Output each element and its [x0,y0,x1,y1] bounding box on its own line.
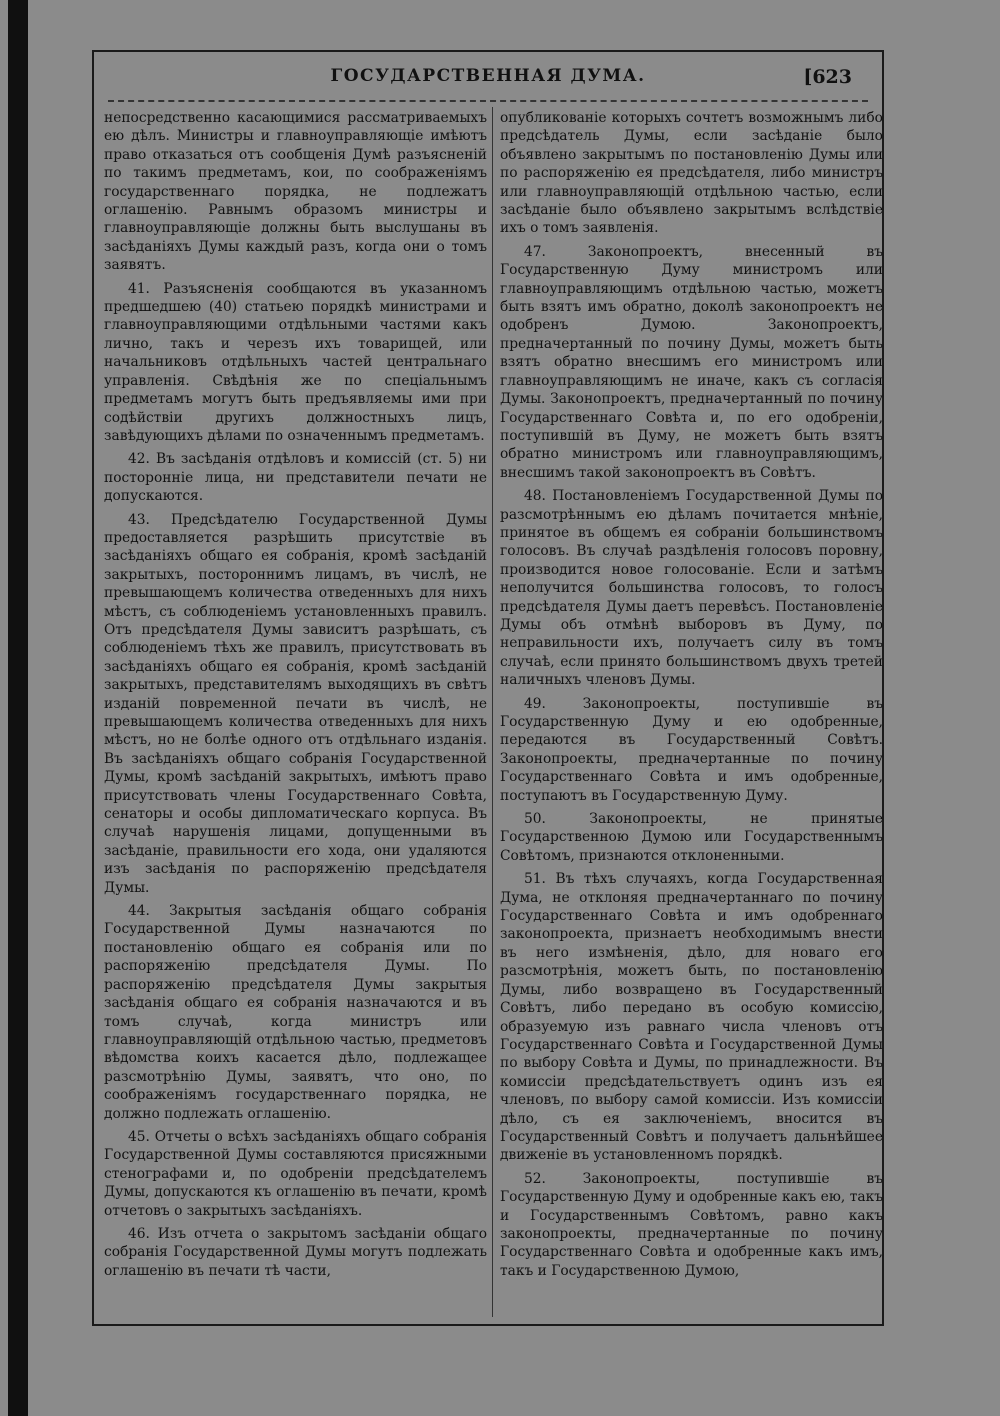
right-paragraph: 51. Въ тѣхъ случаяхъ, когда Государственная Дума, не отклоняя предначертаннаго по почину Государственнаго Совѣта и имъ одобреннаго законопроекта, признаетъ необходимымъ внести въ него измѣненія, дѣло, для новаго его разсмотрѣнія, можетъ быть, по постановленію Думы, либо возвращено въ Государственный Совѣтъ, либо передано въ особую комиссію, образуемую изъ равнаго числа членовъ отъ Государственнаго Совѣта и Государственной Думы по выбору Совѣта и Думы, по принадлежности. Въ комиссіи предсѣдательствуетъ одинъ изъ ея членовъ, по выбору самой комиссіи. Изъ комиссіи дѣло, съ ея заключеніемъ, вносится въ Государственный Совѣтъ и получаетъ дальнѣйшее движеніе въ установленномъ порядкѣ. [500,871,883,1164]
left-paragraph: 45. Отчеты о всѣхъ засѣданіяхъ общаго собранія Государственной Думы составляются присяжными стенографами и, по одобреніи предсѣдателемъ Думы, допускаются къ оглашенію въ печати, кромѣ отчетовъ о закрытыхъ засѣданіяхъ. [104,1128,487,1219]
page-number: [623 [803,66,852,88]
running-title: ГОСУДАРСТВЕННАЯ ДУМА. [330,66,646,86]
left-paragraph: 42. Въ засѣданія отдѣловъ и комиссій (ст. 5) ни посторонніе лица, ни представители печати не допускаются. [104,451,487,505]
right-paragraph: опубликованіе которыхъ сочтетъ возможнымъ либо предсѣдатель Думы, если засѣданіе было объявлено закрытымъ по постановленію Думы или по распоряженію ея предсѣдателя, либо министръ или главноуправляющій отдѣльною частью, если засѣданіе было объявлено закрытымъ вслѣдствіе ихъ о томъ заявленія. [500,110,883,237]
left-column [104,109,487,1314]
right-column [500,109,883,1314]
right-paragraph: 47. Законопроектъ, внесенный въ Государственную Думу министромъ или главноуправляющимъ отдѣльною частью, можетъ быть взятъ имъ обратно, доколѣ законопроектъ не одобренъ Думою. Законопроектъ, предначертанный по почину Думы, можетъ быть взятъ обратно внесшимъ его министромъ или главноуправляющимъ не иначе, какъ съ согласія Думы. Законопроектъ, предначертанный по почину Государственнаго Совѣта и, по его одобреніи, поступившій въ Думу, не можетъ быть взятъ обратно министромъ или главноуправляющимъ, внесшимъ такой законопроектъ въ Совѣтъ. [500,243,883,481]
left-paragraph: 44. Закрытыя засѣданія общаго собранія Государственной Думы назначаются по постановленію общаго ея собранія или по распоряженію предсѣдателя Думы. По распоряженію предсѣдателя Думы закрытыя засѣданія общаго ея собранія назначаются и въ томъ случаѣ, когда министръ или главноуправляющій отдѣльною частью, предметовъ вѣдомства коихъ касается дѣло, подлежащее разсмотрѣнію Думы, заявятъ, что оно, по соображеніямъ государственнаго порядка, не должно подлежать оглашенію. [104,903,487,1122]
header-rule [108,100,868,105]
right-paragraph: 50. Законопроекты, не принятые Государственною Думою или Государственнымъ Совѣтомъ, признаются отклоненными. [500,811,883,864]
right-paragraph: 49. Законопроекты, поступившіе въ Государственную Думу и ею одобренные, передаются въ Государственный Совѣтъ. Законопроекты, предначертанные по почину Государственнаго Совѣта и имъ одобренные, поступаютъ въ Государственную Думу. [500,695,883,804]
left-paragraph: непосредственно касающимися рассматриваемыхъ ею дѣлъ. Министры и главноуправляющіе имѣютъ право отказаться отъ сообщенія Думѣ разъясненій по такимъ предметамъ, кои, по соображеніямъ государственнаго порядка, не подлежатъ оглашенію. Равнымъ образомъ министры и главноуправляющіе должны быть выслушаны въ засѣданіяхъ Думы каждый разъ, когда они о томъ заявятъ. [104,110,487,274]
right-paragraph: 48. Постановленіемъ Государственной Думы по разсмотрѣннымъ ею дѣламъ почитается мнѣніе, принятое въ общемъ ея собраніи большинствомъ голосовъ. Въ случаѣ раздѣленія голосовъ поровну, производится новое голосованіе. Если и затѣмъ неполучится большинства голосовъ, то голосъ предсѣдателя Думы даетъ перевѣсъ. Постановленіе Думы объ отмѣнѣ выборовъ въ Думу, по неправильности ихъ, получаетъ силу въ томъ случаѣ, если принято большинствомъ двухъ третей наличныхъ членовъ Думы. [500,488,883,689]
page-header [94,66,882,98]
page-frame [92,50,884,1326]
right-paragraph: 52. Законопроекты, поступившіе въ Государственную Думу и одобренные какъ ею, такъ и Государственнымъ Совѣтомъ, равно какъ законопроекты, предначертанные по почину Государственнаго Совѣта и одобренные какъ имъ, такъ и Государственною Думою, [500,1170,883,1279]
column-divider [492,107,493,1317]
scan-edge-bar [8,0,28,1416]
left-paragraph: 46. Изъ отчета о закрытомъ засѣданіи общаго собранія Государственной Думы могутъ подлежать оглашенію въ печати тѣ части, [104,1225,487,1279]
left-paragraph: 41. Разъясненія сообщаются въ указанномъ предшедшею (40) статьею порядкѣ министрами и главноуправляющими отдѣльными частями какъ лично, такъ и черезъ ихъ товарищей, или начальниковъ отдѣльныхъ частей центральнаго управленія. Свѣдѣнія же по спеціальнымъ предметамъ могутъ быть предъявляемы ими при содѣйствіи другихъ должностныхъ лицъ, завѣдующихъ дѣлами по означеннымъ предметамъ. [104,280,487,444]
left-paragraph: 43. Предсѣдателю Государственной Думы предоставляется разрѣшить присутствіе въ засѣданіяхъ общаго ея собранія, кромѣ засѣданій закрытыхъ, постороннимъ лицамъ, въ числѣ, не превышающемъ количества отведенныхъ для нихъ мѣстъ, съ соблюденіемъ установленныхъ правилъ. Отъ предсѣдателя Думы зависитъ разрѣшать, съ соблюденіемъ тѣхъ же правилъ, присутствовать въ засѣданіяхъ общаго ея собранія, кромѣ засѣданій закрытыхъ, представителямъ выходящихъ въ свѣтъ изданій повременной печати въ числѣ, не превышающемъ количества отведенныхъ для нихъ мѣстъ, но не болѣе одного отъ отдѣльнаго изданія. Въ засѣданіяхъ общаго собранія Государственной Думы, кромѣ засѣданій закрытыхъ, имѣютъ право присутствовать члены Государственнаго Совѣта, сенаторы и особы дипломатическаго корпуса. Въ случаѣ нарушенія лицами, допущенными въ засѣданіе, правильности его хода, они удаляются изъ засѣданія по распоряженію предсѣдателя Думы. [104,511,487,896]
